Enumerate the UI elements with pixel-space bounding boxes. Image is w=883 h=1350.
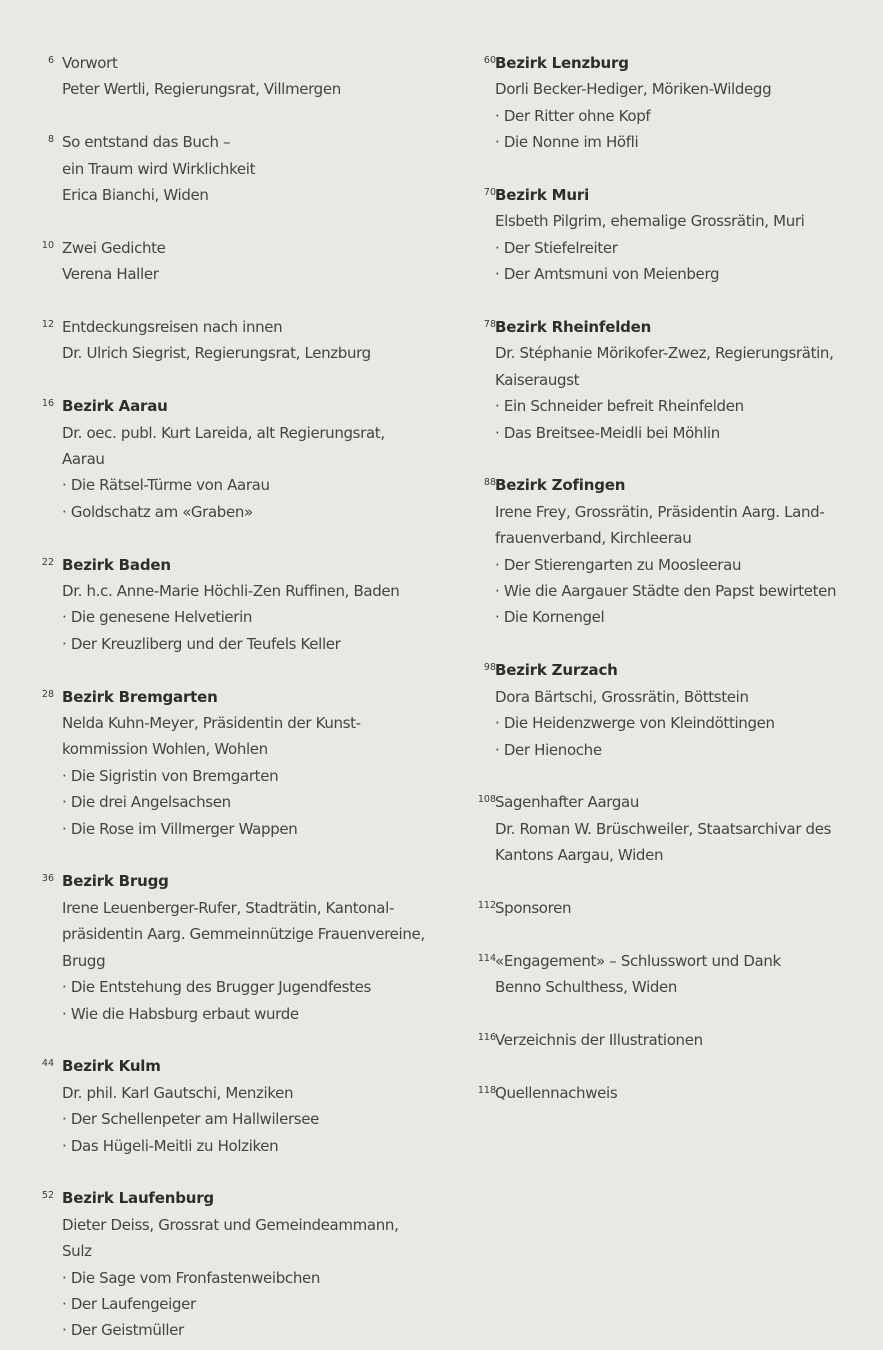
entry-title: Zwei Gedichte	[62, 238, 166, 257]
toc-entry	[440, 1027, 883, 1053]
entry-spacer	[440, 763, 883, 789]
author-line: Dr. phil. Karl Gautschi, Menziken	[62, 1083, 294, 1102]
author-line: Dora Bärtschi, Grossrätin, Böttstein	[495, 687, 749, 706]
district-heading: Bezirk Brugg	[62, 872, 169, 891]
district-heading: Bezirk Aarau	[62, 397, 168, 416]
legend-item: · Die Heidenzwerge von Kleindöttingen	[495, 710, 883, 736]
legend-item: · Die Nonne im Höfli	[495, 129, 883, 155]
entry-spacer	[0, 1159, 440, 1185]
legend-item: · Das Hügeli-Meitli zu Holziken	[62, 1133, 440, 1159]
legend-item: · Der Laufengeiger	[62, 1291, 440, 1317]
toc-left-column	[0, 50, 440, 1344]
toc-entry-body	[495, 789, 883, 868]
page-number: 70	[483, 187, 496, 199]
entry-spacer	[440, 1001, 883, 1027]
author-line: kommission Wohlen, Wohlen	[62, 740, 268, 759]
entry-spacer	[440, 921, 883, 947]
page-number: 78	[483, 319, 496, 331]
page-number: 112	[477, 899, 496, 911]
author-line: Verena Haller	[62, 265, 159, 284]
toc-entry	[440, 50, 883, 156]
entry-spacer	[0, 657, 440, 683]
entry-title: Vorwort	[62, 54, 118, 72]
entry-spacer	[440, 446, 883, 472]
entry-title: Sagenhafter Aargau	[495, 793, 640, 812]
legend-item: · Das Breitsee-Meidli bei Möhlin	[495, 420, 883, 446]
entry-spacer	[0, 288, 440, 314]
district-heading: Bezirk Zurzach	[495, 661, 618, 680]
author-line: Dr. Stéphanie Mörikofer-Zwez, Regierungsrätin,	[495, 344, 834, 363]
entry-title: «Engagement» – Schlusswort und Dank	[495, 951, 781, 970]
toc-entry	[0, 50, 440, 103]
toc-entry	[440, 1080, 883, 1106]
legend-item: · Die Rose im Villmerger Wappen	[62, 816, 440, 842]
page-number: 8	[47, 134, 54, 146]
entry-spacer	[0, 367, 440, 393]
page-number: 108	[477, 794, 496, 806]
entry-spacer	[0, 103, 440, 129]
entry-spacer	[440, 631, 883, 657]
district-heading: Bezirk Lenzburg	[495, 54, 629, 72]
toc-entry	[0, 1053, 440, 1159]
entry-spacer	[440, 156, 883, 182]
legend-item: · Die Sage vom Fronfastenweibchen	[62, 1265, 440, 1291]
district-heading: Bezirk Laufenburg	[62, 1189, 214, 1208]
toc-entry	[0, 552, 440, 658]
legend-item: · Der Kreuzliberg und der Teufels Keller	[62, 631, 440, 657]
legend-item: · Die genesene Helvetierin	[62, 604, 440, 630]
toc-entry-body	[62, 684, 440, 842]
toc-entry-body	[495, 472, 883, 630]
toc-entry-body	[495, 1027, 883, 1053]
toc-entry	[440, 895, 883, 921]
entry-title: Verzeichnis der Illustrationen	[495, 1030, 703, 1049]
legend-item: · Die drei Angelsachsen	[62, 789, 440, 815]
entry-title: So entstand das Buch –	[62, 133, 231, 152]
legend-item: · Goldschatz am «Graben»	[62, 499, 440, 525]
toc-entry-body	[62, 129, 440, 208]
author-line: Kantons Aargau, Widen	[495, 846, 664, 865]
toc-entry-body	[495, 657, 883, 763]
legend-item: · Der Stiefelreiter	[495, 235, 883, 261]
entry-title: Entdeckungsreisen nach innen	[62, 318, 283, 337]
author-line: Benno Schulthess, Widen	[495, 978, 678, 997]
page-number: 28	[41, 688, 54, 700]
author-line: Elsbeth Pilgrim, ehemalige Grossrätin, Muri	[495, 212, 805, 231]
legend-item: · Wie die Habsburg erbaut wurde	[62, 1001, 440, 1027]
legend-item: · Der Schellenpeter am Hallwilersee	[62, 1106, 440, 1132]
toc-entry-body	[62, 868, 440, 1026]
page-number: 12	[41, 319, 54, 331]
entry-spacer	[0, 1027, 440, 1053]
toc-entry	[0, 314, 440, 367]
toc-entry	[440, 314, 883, 446]
entry-title: Quellennachweis	[495, 1083, 618, 1102]
toc-entry	[0, 868, 440, 1026]
author-line: ein Traum wird Wirklichkeit	[62, 159, 256, 178]
legend-item: · Der Ritter ohne Kopf	[495, 103, 883, 129]
author-line: frauenverband, Kirchleerau	[495, 529, 692, 548]
entry-spacer	[0, 842, 440, 868]
toc-entry-body	[495, 50, 883, 156]
toc-entry-body	[62, 1053, 440, 1159]
author-line: Erica Bianchi, Widen	[62, 186, 209, 205]
author-line: Nelda Kuhn-Meyer, Präsidentin der Kunst-	[62, 714, 361, 733]
toc-entry-body	[62, 1185, 440, 1343]
legend-item: · Ein Schneider befreit Rheinfelden	[495, 393, 883, 419]
legend-item: · Der Geistmüller	[62, 1317, 440, 1343]
author-line: Dieter Deiss, Grossrat und Gemeindeammann,	[62, 1215, 399, 1234]
toc-entry	[440, 182, 883, 288]
legend-item: · Die Sigristin von Bremgarten	[62, 763, 440, 789]
toc-entry-body	[495, 948, 883, 1001]
page-number: 88	[483, 477, 496, 489]
page-number: 114	[477, 952, 496, 964]
toc-entry-body	[62, 393, 440, 525]
toc-entry	[440, 472, 883, 630]
toc-entry	[0, 684, 440, 842]
entry-spacer	[440, 288, 883, 314]
legend-item: · Die Entstehung des Brugger Jugendfestes	[62, 974, 440, 1000]
toc-entry-body	[495, 314, 883, 446]
page-number: 118	[477, 1084, 496, 1096]
author-line: Dr. Ulrich Siegrist, Regierungsrat, Lenzburg	[62, 344, 371, 363]
page-number: 16	[41, 398, 54, 410]
toc-entry-body	[62, 50, 440, 103]
author-line: Kaiseraugst	[495, 370, 580, 389]
legend-item: · Der Hienoche	[495, 737, 883, 763]
district-heading: Bezirk Zofingen	[495, 476, 626, 495]
author-line: Irene Frey, Grossrätin, Präsidentin Aarg. Land-	[495, 502, 825, 521]
toc-entry-body	[62, 235, 440, 288]
toc-entry-body	[495, 182, 883, 288]
toc-entry	[440, 657, 883, 763]
page-number: 98	[483, 662, 496, 674]
toc-entry-body	[62, 552, 440, 658]
page-number: 116	[477, 1031, 496, 1043]
page-number: 10	[41, 239, 54, 251]
page-number: 6	[47, 55, 54, 66]
author-line: Sulz	[62, 1242, 92, 1261]
author-line: Peter Wertli, Regierungsrat, Villmergen	[62, 80, 341, 99]
toc-entry	[0, 129, 440, 208]
author-line: Dr. Roman W. Brüschweiler, Staatsarchivar des	[495, 819, 832, 838]
author-line: Dr. h.c. Anne-Marie Höchli-Zen Ruffinen, Baden	[62, 582, 400, 601]
page-number: 44	[41, 1058, 54, 1070]
entry-spacer	[440, 869, 883, 895]
author-line: Aarau	[62, 450, 105, 469]
district-heading: Bezirk Bremgarten	[62, 687, 218, 706]
toc-entry-body	[62, 314, 440, 367]
legend-item: · Der Amtsmuni von Meienberg	[495, 261, 883, 287]
toc-entry	[0, 235, 440, 288]
author-line: Dorli Becker-Hediger, Möriken-Wildegg	[495, 80, 772, 99]
legend-item: · Die Kornengel	[495, 604, 883, 630]
page-number: 52	[41, 1190, 54, 1202]
page-number: 22	[41, 556, 54, 568]
entry-spacer	[440, 1053, 883, 1079]
district-heading: Bezirk Muri	[495, 186, 590, 205]
toc-entry	[0, 393, 440, 525]
page-number: 36	[41, 873, 54, 885]
entry-spacer	[0, 208, 440, 234]
toc-entry	[440, 948, 883, 1001]
toc-right-column	[440, 50, 883, 1106]
legend-item: · Wie die Aargauer Städte den Papst bewirteten	[495, 578, 883, 604]
toc-entry-body	[495, 895, 883, 921]
toc-entry	[440, 789, 883, 868]
district-heading: Bezirk Kulm	[62, 1057, 161, 1076]
author-line: Dr. oec. publ. Kurt Lareida, alt Regierungsrat,	[62, 423, 385, 442]
district-heading: Bezirk Baden	[62, 555, 171, 574]
legend-item: · Der Stierengarten zu Moosleerau	[495, 552, 883, 578]
entry-spacer	[0, 525, 440, 551]
district-heading: Bezirk Rheinfelden	[495, 318, 652, 337]
entry-title: Sponsoren	[495, 898, 572, 917]
page-number: 60	[483, 55, 496, 66]
toc-entry-body	[495, 1080, 883, 1106]
legend-item: · Die Rätsel-Türme von Aarau	[62, 472, 440, 498]
author-line: Irene Leuenberger-Rufer, Stadträtin, Kantonal-	[62, 898, 395, 917]
toc-entry	[0, 1185, 440, 1343]
author-line: präsidentin Aarg. Gemmeinnützige Frauenvereine,	[62, 925, 425, 944]
author-line: Brugg	[62, 951, 106, 970]
